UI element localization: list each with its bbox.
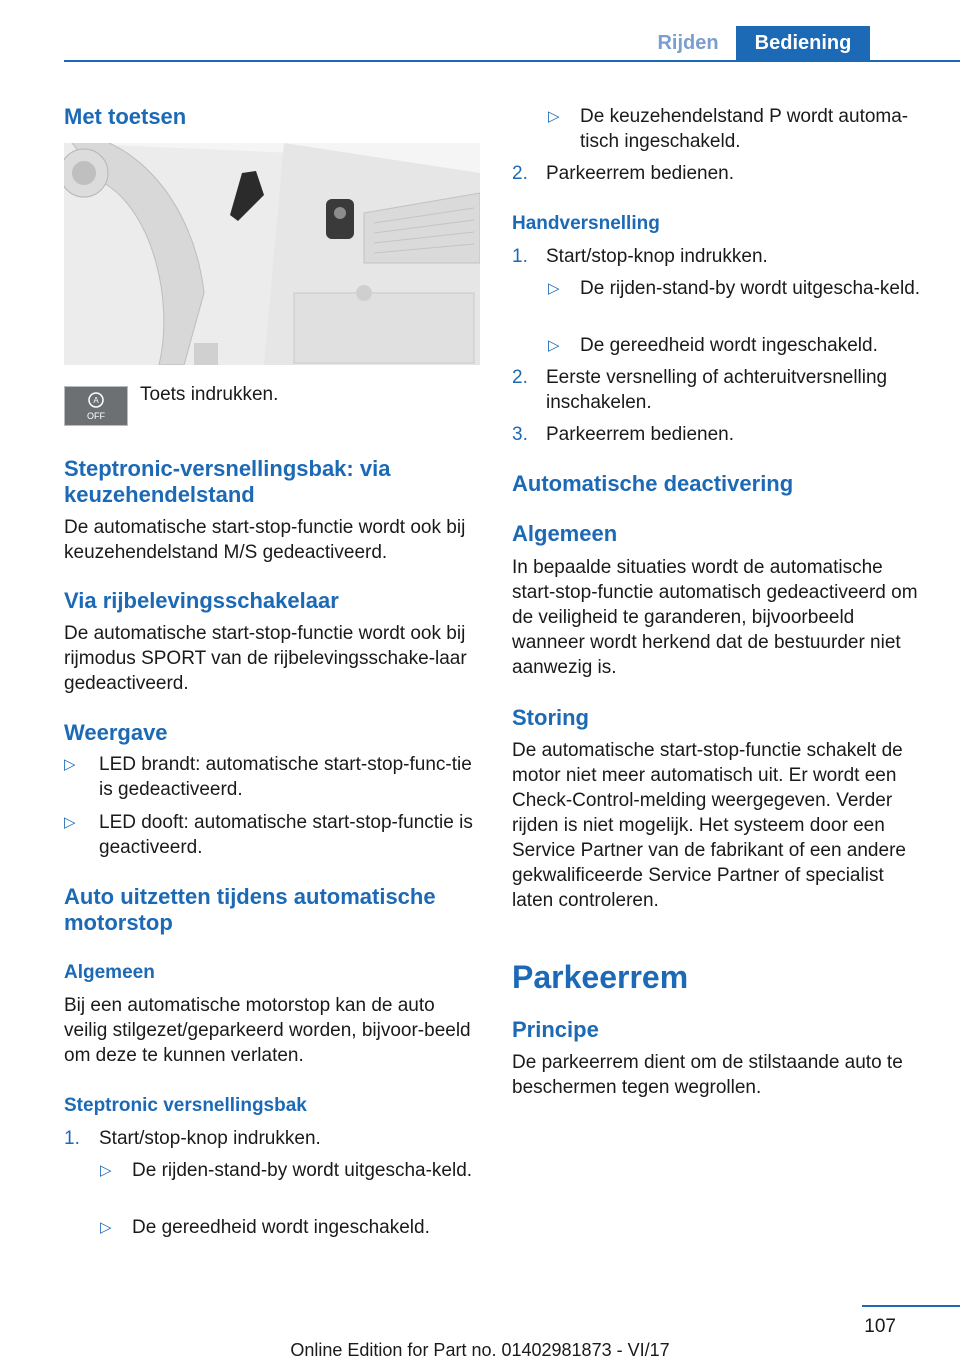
text-principe: De parkeerrem dient om de stilstaande auto te beschermen tegen wegrollen. [512, 1052, 903, 1098]
heading-via-rijbeleving: Via rijbelevingsschakelaar [64, 588, 339, 613]
text-algemeen-right: In bepaalde situaties wordt de automatische start-stop-functie automatisch gedeactiveerd om de veiligheid te garanderen, bijvoorbeeld wanneer wordt herkend dat de bestuurder niet aanwezig is. [512, 557, 918, 678]
list-item [64, 1158, 482, 1208]
edition-note: Online Edition for Part no. 01402981873 - VI/17 [290, 1340, 670, 1360]
step-number: 3. [512, 424, 528, 445]
heading-automatische-deactivering: Automatische deactivering [512, 471, 794, 496]
triangle-bullet-icon: ▷ [64, 814, 76, 831]
text-via-rijbeleving: De automatische start-stop-functie wordt ook bij rijmodus SPORT van de rijbelevingsschake-laar gedeactiveerd. [64, 623, 467, 694]
list-item [64, 752, 482, 802]
numbered-step [512, 161, 926, 186]
heading-auto-uitzetten: Auto uitzetten tijdens automatische motorstop [64, 884, 436, 935]
off-label: OFF [87, 411, 105, 421]
triangle-bullet-icon: ▷ [548, 108, 560, 125]
list-item-text: De gereedheid wordt ingeschakeld. [580, 335, 878, 356]
numbered-step [512, 422, 926, 447]
step-text: Start/stop-knop indrukken. [99, 1128, 321, 1149]
step-text: Parkeerrem bedienen. [546, 163, 734, 184]
text-algemeen-left: Bij een automatische motorstop kan de auto veilig stilgezet/geparkeerd worden, bijvoor-beeld om deze te kunnen verlaten. [64, 995, 471, 1066]
heading-steptronic-keuzehendel: Steptronic-versnellingsbak: via keuzehendelstand [64, 456, 391, 507]
dashboard-photo [64, 143, 480, 365]
auto-start-stop-off-button-icon [64, 386, 128, 426]
heading-algemeen-left: Algemeen [64, 962, 155, 983]
heading-met-toetsen: Met toetsen [64, 104, 187, 129]
triangle-bullet-icon: ▷ [548, 280, 560, 297]
header-rule [64, 60, 960, 62]
tab-rijden[interactable]: Rijden [657, 32, 719, 54]
list-item [64, 1215, 482, 1240]
list-item-text: De gereedheid wordt ingeschakeld. [132, 1217, 430, 1238]
list-item [512, 333, 926, 358]
list-item-text: LED dooft: automatische start-stop-functie is geactiveerd. [99, 812, 473, 858]
list-item [512, 276, 926, 326]
list-item-text: LED brandt: automatische start-stop-func-tie is gedeactiveerd. [99, 754, 472, 800]
heading-steptronic: Steptronic versnellingsbak [64, 1095, 307, 1116]
step-text: Eerste versnelling of achteruitversnelling inschakelen. [546, 367, 888, 413]
list-item-text: De keuzehendelstand P wordt automa-tisch ingeschakeld. [580, 106, 909, 152]
step-number: 1. [64, 1128, 80, 1149]
dashboard-illustration [64, 143, 480, 365]
numbered-step [512, 244, 926, 269]
heading-weergave: Weergave [64, 720, 168, 745]
tab-bediening[interactable]: Bediening [736, 26, 870, 62]
step-number: 2. [512, 367, 528, 388]
heading-algemeen-right: Algemeen [512, 521, 618, 546]
list-item-text: De rijden-stand-by wordt uitgescha-keld. [132, 1160, 473, 1181]
numbered-step [512, 365, 926, 415]
triangle-bullet-icon: ▷ [100, 1219, 112, 1236]
step-text: Parkeerrem bedienen. [546, 424, 734, 445]
text-storing: De automatische start-stop-functie schakelt de motor niet meer automatisch uit. Er wordt een Check-Control-melding weergegeven. Verder rijden is niet mogelijk. Het systeem door een Service Partner van de fabrikant of een andere gekwalificeerde Service Partner of specialist laten controleren. [512, 740, 906, 911]
triangle-bullet-icon: ▷ [548, 337, 560, 354]
triangle-bullet-icon: ▷ [64, 756, 76, 773]
numbered-step [64, 1126, 482, 1151]
step-number: 1. [512, 246, 528, 267]
heading-principe: Principe [512, 1017, 599, 1042]
step-text: Start/stop-knop indrukken. [546, 246, 768, 267]
footer-rule [862, 1305, 960, 1307]
triangle-bullet-icon: ▷ [100, 1162, 112, 1179]
heading-storing: Storing [512, 705, 589, 730]
list-item [64, 810, 482, 860]
heading-handversnelling: Handversnelling [512, 213, 660, 234]
svg-text:A: A [93, 396, 99, 405]
list-item-text: De rijden-stand-by wordt uitgescha-keld. [580, 278, 921, 299]
step-number: 2. [512, 163, 528, 184]
icon-caption: Toets indrukken. [140, 384, 279, 405]
text-steptronic-keuzehendel: De automatische start-stop-functie wordt ook bij keuzehendelstand M/S gedeactiveerd. [64, 517, 466, 563]
heading-parkeerrem: Parkeerrem [512, 959, 689, 995]
list-item [512, 104, 926, 154]
page-number: 107 [864, 1316, 896, 1337]
